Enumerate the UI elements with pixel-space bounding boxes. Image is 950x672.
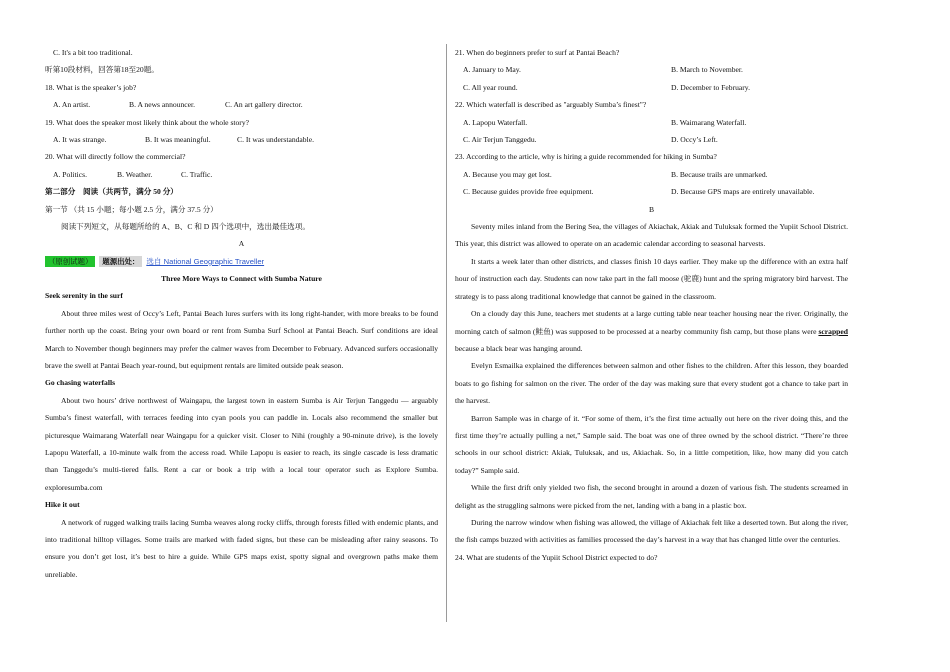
option-line: C. It's a bit too traditional. <box>53 48 133 57</box>
section-heading-waterfalls: Go chasing waterfalls <box>45 378 116 388</box>
paragraph-b5: Barron Sample was in charge of it. “For some of them, it’s the first time actually out here on the river doing this, and the first time they’re actually pulling a net,” Sample said. The boat was one of three owned by the school district. “There’re three schools in our school district: Akiak, Tuluksak, and us, Akiachak. So, in a little competition, like, how many did you catch today?” Sample said. <box>455 413 848 475</box>
option-b: B. Waimarang Waterfall. <box>671 117 747 127</box>
question-22-options-row2 <box>455 131 848 148</box>
paragraph-b7: During the narrow window when fishing was allowed, the village of Akiachak felt like a deserted town. But along the river, the fish camps buzzed with activities as families processed the day’s harvest in a way that has changed little over the centuries. <box>455 517 848 545</box>
option-c: C. Because guides provide free equipment. <box>463 187 594 197</box>
option-b: B. Weather. <box>117 169 153 179</box>
question-21-options-row1 <box>455 61 848 78</box>
option-a: A. Lapopu Waterfall. <box>463 117 528 127</box>
question-22: 22. Which waterfall is described as "arguably Sumba’s finest"? <box>455 100 647 110</box>
question-20-options <box>45 166 438 183</box>
question-22-options-row1 <box>455 114 848 131</box>
paragraph-b3 <box>455 305 848 357</box>
option-a: A. January to May. <box>463 65 521 75</box>
passage-title: Three More Ways to Connect with Sumba Nature <box>161 273 322 283</box>
left-column <box>45 44 438 583</box>
original-question-tag: （原创试题） <box>45 256 95 267</box>
question-24: 24. What are students of the Yupiit School District expected to do? <box>455 552 658 562</box>
option-a: A. It was strange. <box>53 135 107 145</box>
option-a: A. Politics. <box>53 169 87 179</box>
vocab-word-scrapped: scrapped <box>818 326 848 336</box>
paragraph-b4: Evelyn Esmailka explained the differences between salmon and other fishes to the children. After this lesson, they boarded boats to go fishing for salmon on the river. The order of the day was making sure that every student got a chance to take part in the harvest. <box>455 361 848 406</box>
section-heading-hike: Hike it out <box>45 500 80 510</box>
section-one-heading: 第一节 （共 15 小题；每小题 2.5 分，满分 37.5 分） <box>45 204 218 214</box>
paragraph-surf: About three miles west of Occy’s Left, Pantai Beach lures surfers with its long right-hander, with more breaks to be found further north up the coast. Bring your own board or rent from Sumba Surf School at Pantai Beach. Surf conditions are ideal March to November though beginners may prefer the calmer waves from December to February. Advanced surfers occasionally brave the swell at Pantai Beach year-round, but equipment rentals are limited outside peak season. <box>45 308 438 370</box>
paragraph-b3-text-a: On a cloudy day this June, teachers met students at a large cutting table near teacher housing near the river. Originally, the morning catch of salmon (鲑鱼) was supposed to be processed at a nearby community fish camp, but those plans were <box>455 309 848 336</box>
question-19: 19. What does the speaker most likely think about the whole story? <box>45 117 250 127</box>
option-b: B. It was meaningful. <box>145 135 211 145</box>
paragraph-b1: Seventy miles inland from the Bering Sea, the villages of Akiachak, Akiak and Tuluksak formed the Yupiit School District. This year, this district was allowed to operate on an academic calendar according to seasonal harvests. <box>455 222 848 249</box>
paragraph-waterfalls: About two hours’ drive northwest of Waingapu, the largest town in eastern Sumba is Air Terjun Tanggedu — arguably Sumba’s finest waterfall, with terraces feeding into cyan pools you can paddle in. Locals also recommend the smaller but picturesque Waimarang Waterfall near Waingapu for a quicker visit. Closer to Nihi (roughly a 90-minute drive), is the lovely Lapopu Waterfall, a 10-minute walk from the access road. While Lapopu is easier to reach, its single cascade is less dramatic than Tanggedu’s multi-tiered falls. Rent a car or book a trip with a local tour operator such as Explore Sumba. exploresumba.com <box>45 395 438 492</box>
question-23: 23. According to the article, why is hiring a guide recommended for hiking in Sumba? <box>455 152 717 162</box>
option-c: C. Air Terjun Tanggedu. <box>463 135 537 145</box>
question-23-options-row1 <box>455 166 848 183</box>
option-c: C. All year round. <box>463 82 518 92</box>
question-20: 20. What will directly follow the commercial? <box>45 152 186 162</box>
option-d: D. Occy’s Left. <box>671 135 718 145</box>
paragraph-b3-text-b: because a black bear was hanging around. <box>455 343 583 353</box>
column-divider <box>446 44 447 622</box>
source-link[interactable]: 选自 National Geographic Traveller <box>146 256 265 266</box>
question-18-options <box>45 96 438 113</box>
right-column <box>455 44 848 566</box>
source-tag-row <box>45 253 438 270</box>
passage-a-label: A <box>238 239 245 249</box>
question-21-options-row2 <box>455 79 848 96</box>
option-a: A. Because you may get lost. <box>463 169 552 179</box>
option-c: C. Traffic. <box>181 169 213 179</box>
question-21: 21. When do beginners prefer to surf at Pantai Beach? <box>455 48 620 57</box>
option-c: C. An art gallery director. <box>225 100 303 110</box>
paragraph-hike: A network of rugged walking trails lacing Sumba weaves along rocky cliffs, through forests filled with endemic plants, and into traditional hilltop villages. Some trails are marked with faded signs, but these can be misleading after rainy seasons. To ensure you don’t get lost, it’s best to hire a guide. While GPS maps exist, spotty signal and overgrown paths make them unreliable. <box>45 517 438 579</box>
option-b: B. Because trails are unmarked. <box>671 169 768 179</box>
paragraph-b2: It starts a week later than other districts, and classes finish 10 days earlier. They make up the difference with an extra half hour of instruction each day. Students can now take part in the fall moose (驼鹿) hunt and the spring migratory bird harvest. The strategy is to pass along traditional knowledge that cannot be gained in the classroom. <box>455 256 848 301</box>
option-b: B. March to November. <box>671 65 743 75</box>
question-18: 18. What is the speaker’s job? <box>45 82 137 92</box>
passage-b-label: B <box>648 204 655 214</box>
reading-instruction: 阅读下列短文，从每题所给的 A、B、C 和 D 四个选项中，选出最佳选项。 <box>61 222 310 232</box>
question-23-options-row2 <box>455 183 848 200</box>
option-d: D. Because GPS maps are entirely unavailable. <box>671 187 815 197</box>
option-b: B. A news announcer. <box>129 100 196 110</box>
listening-instruction: 听第10段材料，回答第18至20题。 <box>45 65 159 75</box>
question-19-options <box>45 131 438 148</box>
source-label: 题源出处： <box>99 256 142 267</box>
option-d: D. December to February. <box>671 82 750 92</box>
section-heading-surf: Seek serenity in the surf <box>45 291 123 301</box>
option-a: A. An artist. <box>53 100 91 110</box>
option-c: C. It was understandable. <box>237 135 314 145</box>
paragraph-b6: While the first drift only yielded two fish, the second brought in around a dozen of various fish. The students screamed in delight as the struggling salmons were picked from the net, landing with a bang in a plastic box. <box>455 483 848 510</box>
part-two-heading: 第二部分 阅读（共两节，满分 50 分） <box>45 187 178 197</box>
